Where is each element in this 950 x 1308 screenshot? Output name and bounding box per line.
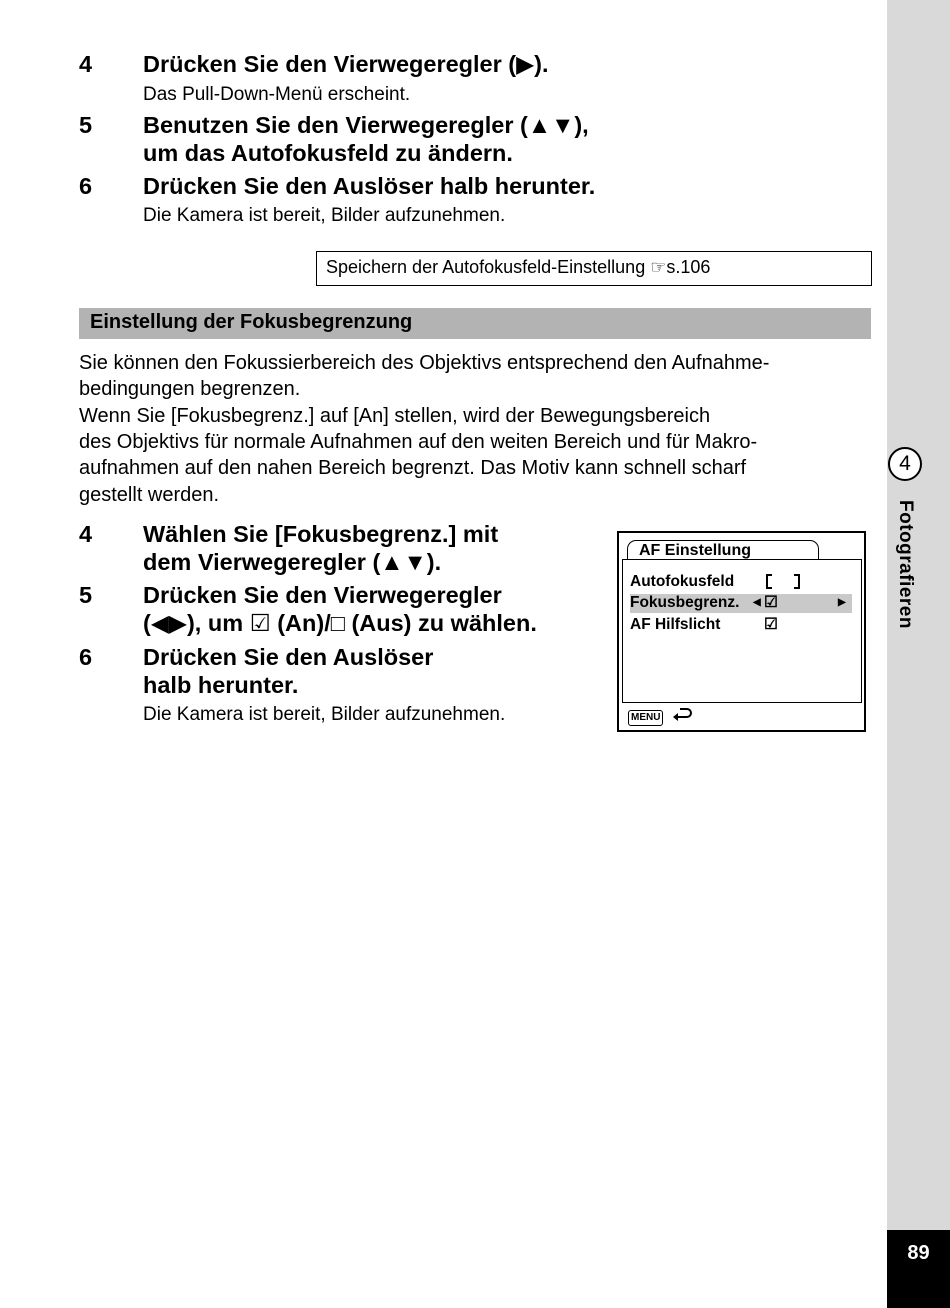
step-number: 6 <box>79 173 93 199</box>
paragraph-line: gestellt werden. <box>79 484 220 506</box>
paragraph-line: aufnahmen auf den nahen Bereich begrenzt. Das Motiv kann schnell scharf <box>79 457 747 479</box>
paragraph-line: des Objektivs für normale Aufnahmen auf den weiten Bereich und für Makro- <box>79 431 758 453</box>
back-arrow-icon <box>672 707 694 728</box>
menu-item-label: Fokusbegrenz. <box>630 594 740 611</box>
paragraph-line: Wenn Sie [Fokusbegrenz.] auf [An] stellen, wird der Bewegungsbereich <box>79 405 711 427</box>
step-text: Drücken Sie den Vierwegeregler (▶). <box>143 51 549 77</box>
menu-panel <box>622 559 862 703</box>
page-number: 89 <box>907 1242 930 1264</box>
chapter-title: Fotografieren <box>895 500 916 629</box>
paragraph-line: bedingungen begrenzen. <box>79 378 301 400</box>
menu-item-af-hilfslicht <box>630 616 852 635</box>
chapter-number: 4 <box>888 447 922 481</box>
menu-key-icon: MENU <box>628 710 663 726</box>
step-text-line1: Drücken Sie den Vierwegeregler <box>143 582 502 608</box>
menu-item-fokusbegrenz <box>630 594 852 613</box>
camera-menu-screen <box>617 531 866 732</box>
step-6-bottom-note: Die Kamera ist bereit, Bilder aufzunehmen. <box>143 704 506 725</box>
step-number: 4 <box>79 51 93 77</box>
checkbox-checked-icon: ☑ <box>764 594 778 611</box>
step-6-top-note: Die Kamera ist bereit, Bilder aufzunehmen. <box>143 205 506 226</box>
menu-footer <box>628 707 694 728</box>
menu-item-label: Autofokusfeld <box>630 573 735 590</box>
section-title: Einstellung der Fokusbegrenzung <box>90 311 413 333</box>
menu-tab-label: AF Einstellung <box>639 542 751 559</box>
step-text-line1: Drücken Sie den Auslöser <box>143 644 434 670</box>
menu-item-label: AF Hilfslicht <box>630 616 721 633</box>
checkbox-checked-icon: ☑ <box>764 616 778 633</box>
step-text-line1: Benutzen Sie den Vierwegeregler (▲▼), <box>143 112 589 138</box>
step-text-line2: dem Vierwegeregler (▲▼). <box>143 549 442 575</box>
menu-tab <box>627 540 819 560</box>
step-text-line2: halb herunter. <box>143 672 299 698</box>
step-text: Drücken Sie den Auslöser halb herunter. <box>143 173 596 199</box>
step-text-line2: um das Autofokusfeld zu ändern. <box>143 140 513 166</box>
page-number-box <box>887 1230 950 1308</box>
af-frame-icon <box>764 573 804 595</box>
section-header <box>79 308 871 339</box>
step-number: 5 <box>79 112 93 138</box>
reference-box: Speichern der Autofokusfeld-Einstellung ☞s.106 <box>316 251 872 286</box>
arrow-left-icon: ◀ <box>753 597 761 608</box>
step-text-line1: Wählen Sie [Fokusbegrenz.] mit <box>143 521 499 547</box>
step-number: 4 <box>79 521 93 547</box>
arrow-right-icon: ▶ <box>838 597 846 608</box>
menu-item-autofokusfeld <box>630 573 852 592</box>
step-text-line2: (◀▶), um ☑ (An)/□ (Aus) zu wählen. <box>143 610 537 636</box>
step-number: 5 <box>79 582 93 608</box>
step-number: 6 <box>79 644 93 670</box>
paragraph-line: Sie können den Fokussierbereich des Objektivs entsprechend den Aufnahme- <box>79 352 770 374</box>
step-4-top-note: Das Pull-Down-Menü erscheint. <box>143 84 411 105</box>
